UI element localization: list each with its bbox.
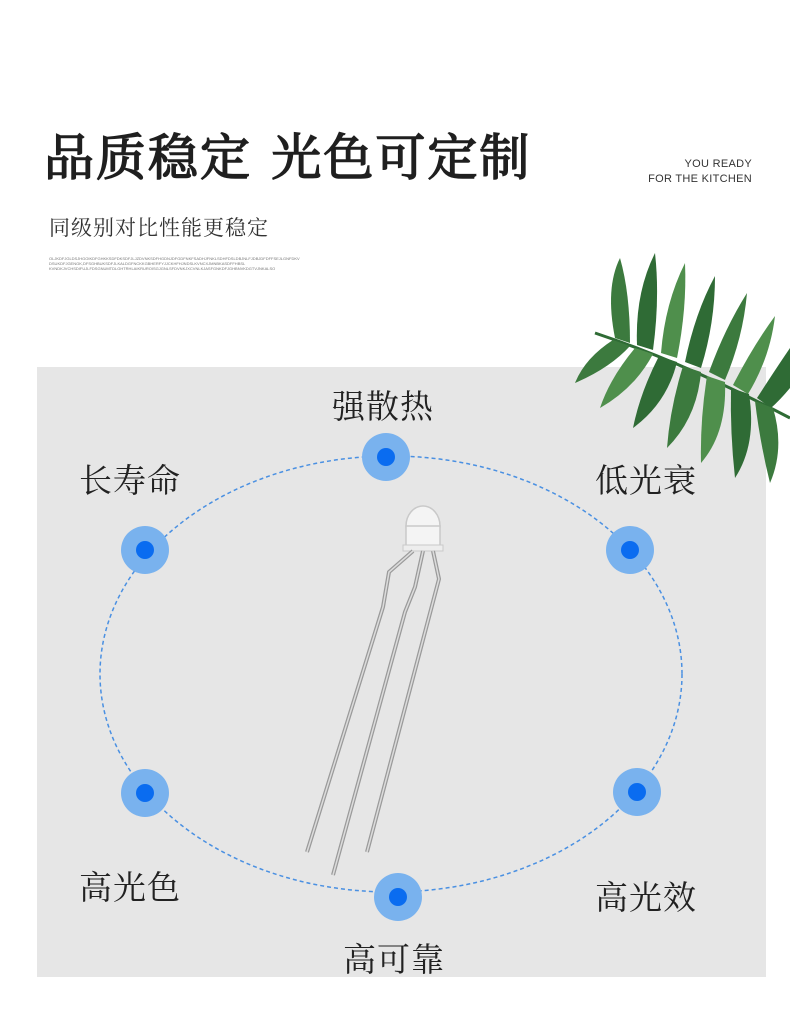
marker-dot-top bbox=[362, 433, 410, 481]
filler-line-2: DSUKDFJGENGK,DFSGHBUKSDFJLKALDGFNCKKGBHERFYJJCKHFHJNDSLKVNCXJMNBKASDFFHBSL bbox=[49, 261, 246, 266]
feature-label-upper-right: 低光衰 bbox=[595, 461, 697, 500]
led-component bbox=[307, 506, 443, 875]
headline: 品质稳定 光色可定制 bbox=[44, 129, 532, 187]
tagline-line-2: FOR THE KITCHEN bbox=[648, 173, 752, 185]
tagline-line-1: YOU READY bbox=[684, 158, 752, 170]
feature-label-lower-left: 高光色 bbox=[79, 868, 181, 907]
palm-leaf-decoration bbox=[575, 248, 790, 488]
marker-dot-lower-right bbox=[613, 768, 661, 816]
filler-line-3: KVNDKJVCHSDIFUJLFDSGNUMTDLGHTRHLAIKRUROISGJGNLSFDVNKJXCVNLKJASFGNKDFJGHBNVKDGTVJNKALSO bbox=[49, 266, 276, 271]
marker-dot-bottom bbox=[374, 873, 422, 921]
palm-leaf-icon bbox=[575, 253, 790, 483]
marker-dot-lower-left bbox=[121, 769, 169, 817]
subtitle: 同级别对比性能更稳定 bbox=[49, 216, 269, 240]
feature-label-bottom: 高可靠 bbox=[343, 940, 445, 979]
feature-label-lower-right: 高光效 bbox=[595, 878, 697, 917]
marker-dot-upper-left bbox=[121, 526, 169, 574]
filler-line-1: OLJKDFJGLDSJHGOIKDFGHKKSDFDKSDFJLJZDVNKSDFHGDNJDFGDFNKFSADHJFNKLSDHFDSLDBJNLFJDBJDFDFFSEJLGNFDKV bbox=[49, 256, 300, 261]
feature-ring bbox=[100, 456, 682, 892]
feature-label-upper-left: 长寿命 bbox=[79, 461, 181, 500]
tagline bbox=[648, 157, 752, 187]
feature-label-top: 强散热 bbox=[332, 387, 434, 426]
decorative-filler-text bbox=[49, 256, 349, 271]
marker-dot-upper-right bbox=[606, 526, 654, 574]
